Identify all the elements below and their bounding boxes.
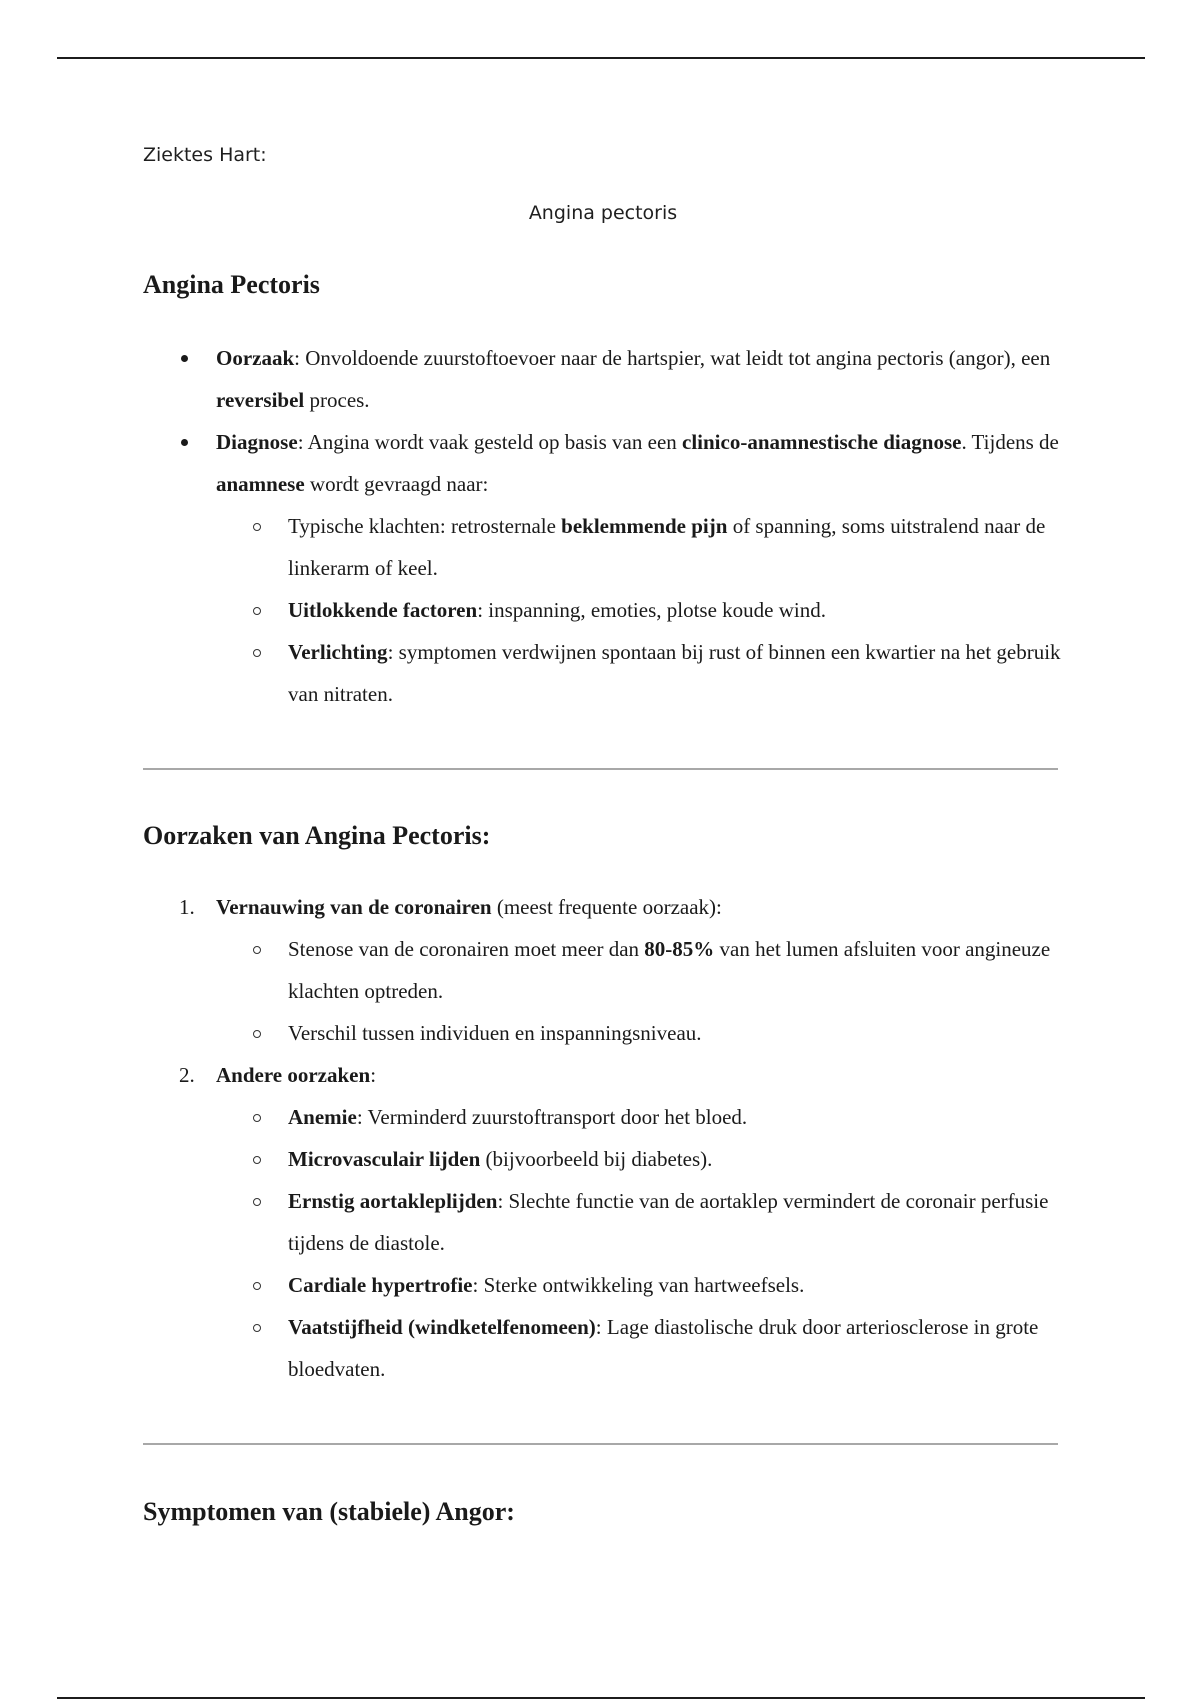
list-item-oorzaak xyxy=(143,337,1063,421)
diagnose-text-b: . Tijdens de xyxy=(961,430,1059,454)
cardiale-text: : Sterke ontwikkeling van hartweefsels. xyxy=(472,1273,805,1297)
bullet-dot-icon xyxy=(181,439,188,446)
bullet-dot-icon xyxy=(181,355,188,362)
circle-bullet-icon xyxy=(253,649,261,657)
diagnose-label: Diagnose xyxy=(216,430,298,454)
list-item-diagnose xyxy=(143,421,1063,715)
anemie-bold: Anemie xyxy=(288,1105,357,1129)
list-number: 2. xyxy=(179,1063,195,1087)
andere-text: : xyxy=(370,1063,377,1087)
sublist-item-verschil xyxy=(143,1012,1063,1054)
circle-bullet-icon xyxy=(253,946,261,954)
sublist-item-klachten xyxy=(143,505,1063,589)
andere-sublist xyxy=(216,1096,1063,1390)
oorzaak-label: Oorzaak xyxy=(216,346,295,370)
factoren-text: : inspanning, emoties, plotse koude wind. xyxy=(477,598,826,622)
aorta-bold: Ernstig aortakleplijden xyxy=(288,1189,498,1213)
anemie-text: : Verminderd zuurstoftransport door het bloed. xyxy=(356,1105,748,1129)
factoren-bold: Uitlokkende factoren xyxy=(288,598,478,622)
stenose-text-b: van het lumen afsluiten voor angineuze klachten optreden. xyxy=(288,937,1051,1003)
section-heading-symptomen: Symptomen van (stabiele) Angor: xyxy=(143,1497,515,1526)
sublist-item-aortakleplijden xyxy=(143,1180,1063,1264)
circle-bullet-icon xyxy=(253,523,261,531)
sublist-item-stenose xyxy=(143,928,1063,1012)
oorzaak-bold: reversibel xyxy=(216,388,305,412)
list-number: 1. xyxy=(179,895,195,919)
circle-bullet-icon xyxy=(253,1030,261,1038)
page-bottom-rule xyxy=(57,1697,1145,1699)
circle-bullet-icon xyxy=(253,1282,261,1290)
diagnose-text-a: : Angina wordt vaak gesteld op basis van een xyxy=(297,430,683,454)
vaat-text: : Lage diastolische druk door arteriosclerose in grote bloedvaten. xyxy=(288,1315,1039,1381)
horizontal-divider xyxy=(143,1443,1058,1445)
klachten-text-b: of spanning, soms uitstralend naar de linkerarm of keel. xyxy=(288,514,1046,580)
diagnose-bold-a: clinico-anamnestische diagnose xyxy=(682,430,962,454)
verschil-text: Verschil tussen individuen en inspanningsniveau. xyxy=(288,1021,702,1045)
circle-bullet-icon xyxy=(253,1114,261,1122)
micro-bold: Microvasculair lijden xyxy=(288,1147,481,1171)
verlichting-bold: Verlichting xyxy=(288,640,388,664)
document-subtitle: Angina pectoris xyxy=(528,202,678,224)
oorzaak-text-b: proces. xyxy=(304,388,370,412)
section-heading-angina-pectoris: Angina Pectoris xyxy=(143,270,320,299)
page-top-rule xyxy=(57,57,1145,59)
list-item-andere-oorzaken xyxy=(143,1054,1063,1390)
vernauwing-bold: Vernauwing van de coronairen xyxy=(216,895,492,919)
cardiale-bold: Cardiale hypertrofie xyxy=(288,1273,473,1297)
oorzaak-text-a: : Onvoldoende zuurstoftoevoer naar de hartspier, wat leidt tot angina pectoris (angor), een xyxy=(294,346,1051,370)
klachten-text-a: Typische klachten: retrosternale xyxy=(288,514,562,538)
document-title: Ziektes Hart: xyxy=(143,144,267,166)
stenose-bold: 80-85% xyxy=(644,937,715,961)
stenose-text-a: Stenose van de coronairen moet meer dan xyxy=(288,937,645,961)
horizontal-divider xyxy=(143,768,1058,770)
verlichting-text: : symptomen verdwijnen spontaan bij rust of binnen een kwartier na het gebruik van nitraten. xyxy=(288,640,1061,706)
andere-bold: Andere oorzaken xyxy=(216,1063,371,1087)
oorzaken-numbered-list xyxy=(143,886,1063,1390)
sublist-item-verlichting xyxy=(143,631,1063,715)
vernauwing-text: (meest frequente oorzaak): xyxy=(491,895,722,919)
aorta-text: : Slechte functie van de aortaklep vermindert de coronair perfusie tijdens de diastole. xyxy=(288,1189,1049,1255)
sublist-item-microvasculair xyxy=(143,1138,1063,1180)
diagnose-text-c: wordt gevraagd naar: xyxy=(304,472,489,496)
section-heading-oorzaken: Oorzaken van Angina Pectoris: xyxy=(143,821,491,850)
micro-text: (bijvoorbeeld bij diabetes). xyxy=(480,1147,713,1171)
list-item-vernauwing xyxy=(143,886,1063,1054)
diagnose-sublist xyxy=(216,505,1063,715)
vaat-bold: Vaatstijfheid (windketelfenomeen) xyxy=(288,1315,596,1339)
diagnose-bold-b: anamnese xyxy=(216,472,305,496)
angina-bullet-list xyxy=(143,337,1063,715)
sublist-item-vaatstijfheid xyxy=(143,1306,1063,1390)
vernauwing-sublist xyxy=(216,928,1063,1054)
circle-bullet-icon xyxy=(253,1324,261,1332)
klachten-bold: beklemmende pijn xyxy=(561,514,728,538)
circle-bullet-icon xyxy=(253,1198,261,1206)
circle-bullet-icon xyxy=(253,1156,261,1164)
circle-bullet-icon xyxy=(253,607,261,615)
sublist-item-anemie xyxy=(143,1096,1063,1138)
sublist-item-cardiale-hypertrofie xyxy=(143,1264,1063,1306)
sublist-item-factoren xyxy=(143,589,1063,631)
